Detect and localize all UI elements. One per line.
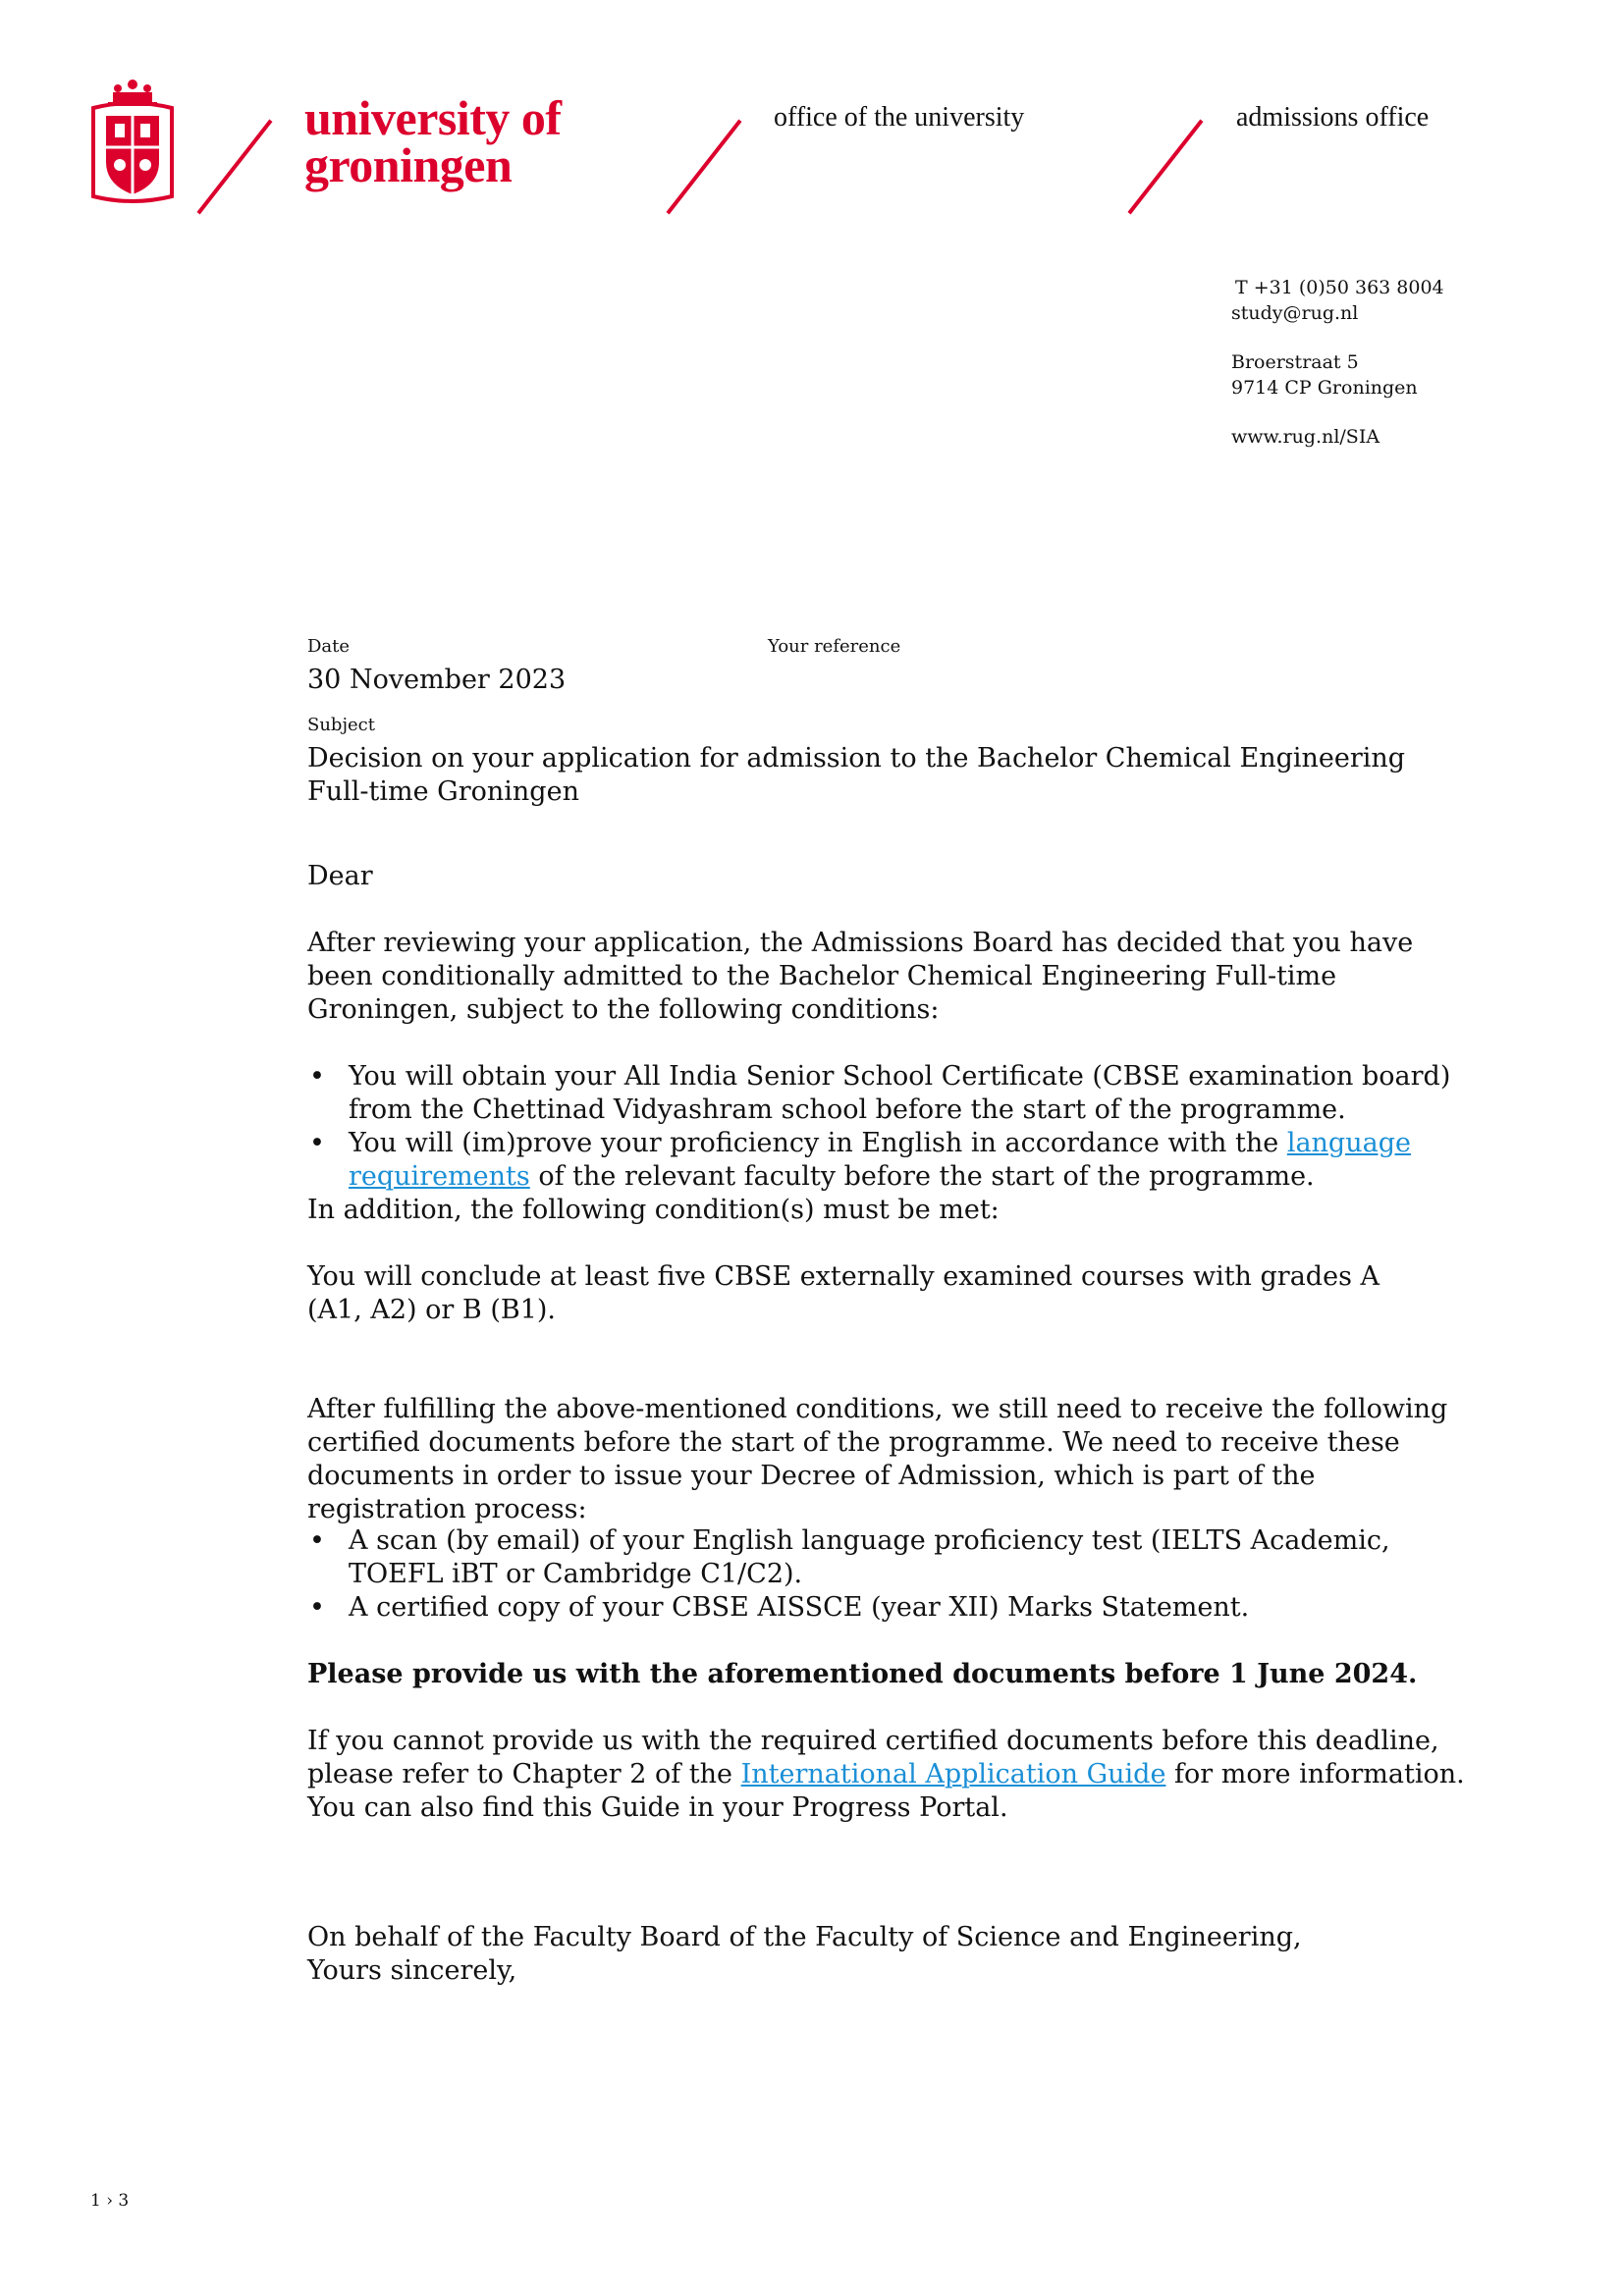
- deadline-notice: Please provide us with the aforementioned documents before 1 June 2024.: [307, 1659, 1418, 1689]
- closing-line-2: Yours sincerely,: [307, 1955, 517, 1986]
- documents-list: [307, 1524, 1486, 1625]
- contact-street: Broerstraat 5: [1231, 351, 1359, 373]
- document-text: A certified copy of your CBSE AISSCE (year XII) Marks Statement.: [349, 1592, 1250, 1623]
- salutation: Dear: [307, 861, 373, 891]
- extra-condition: You will conclude at least five CBSE externally examined courses with grades A (A1, A2) or B (B1).: [307, 1261, 1380, 1325]
- office-of-university-label: office of the university: [774, 102, 1025, 133]
- intro-paragraph: After reviewing your application, the Admissions Board has decided that you have been conditionally admitted to the Bachelor Chemical Engineering Full-time Groningen, subject to the following conditions:: [307, 928, 1414, 1025]
- list-item: [307, 1060, 1486, 1127]
- wordmark-line-1: university of: [304, 90, 562, 145]
- list-item: [307, 1524, 1486, 1591]
- language-requirements-link[interactable]: language requirements: [349, 1128, 1411, 1192]
- university-wordmark: [304, 90, 562, 192]
- contact-website: www.rug.nl/SIA: [1231, 426, 1380, 448]
- guide-text-after-link: for more information. You can also find this Guide in your Progress Portal.: [307, 1759, 1465, 1823]
- contact-block: [1231, 275, 1585, 450]
- university-crest-icon: [88, 79, 177, 206]
- contact-phone: T +31 (0)50 363 8004: [1235, 277, 1444, 298]
- contact-email: study@rug.nl: [1231, 302, 1359, 324]
- contact-city: 9714 CP Groningen: [1231, 377, 1418, 399]
- header-divider-slash: [196, 119, 272, 214]
- condition-text: You will obtain your All India Senior School Certificate (CBSE examination board) from the Chettinad Vidyashram school before the start of the programme.: [349, 1061, 1451, 1125]
- conditions-list: [307, 1060, 1486, 1194]
- subject-label: Subject: [307, 715, 375, 735]
- condition-text-after-link: of the relevant faculty before the start of the programme.: [529, 1161, 1315, 1192]
- closing-line-1: On behalf of the Faculty Board of the Faculty of Science and Engineering,: [307, 1922, 1302, 1952]
- subject-value: Decision on your application for admission to the Bachelor Chemical Engineering Full-time Groningen: [307, 743, 1406, 807]
- reference-label: Your reference: [768, 636, 901, 657]
- wordmark-line-2: groningen: [304, 137, 513, 192]
- header-divider-slash: [1127, 119, 1203, 214]
- document-text: A scan (by email) of your English language proficiency test (IELTS Academic, TOEFL iBT or Cambridge C1/C2).: [349, 1525, 1390, 1589]
- page-indicator: 1 › 3: [90, 2191, 130, 2211]
- list-item: [307, 1127, 1486, 1194]
- documents-intro: After fulfilling the above-mentioned conditions, we still need to receive the following certified documents before the start of the programme. We need to receive these documents in order to issue your Decree of Admission, which is part of the registration process:: [307, 1394, 1448, 1524]
- addition-line: In addition, the following condition(s) must be met:: [307, 1195, 1000, 1225]
- admissions-office-label: admissions office: [1236, 102, 1430, 133]
- list-item: [307, 1591, 1486, 1625]
- guide-text-before-link: If you cannot provide us with the required certified documents before this deadline, please refer to Chapter 2 of the: [307, 1726, 1439, 1789]
- date-value: 30 November 2023: [307, 665, 567, 695]
- guide-paragraph: [307, 1725, 1476, 1825]
- international-application-guide-link[interactable]: International Application Guide: [740, 1759, 1166, 1789]
- header-divider-slash: [666, 119, 741, 214]
- date-label: Date: [307, 636, 351, 657]
- condition-text-before-link: You will (im)prove your proficiency in English in accordance with the: [349, 1128, 1287, 1158]
